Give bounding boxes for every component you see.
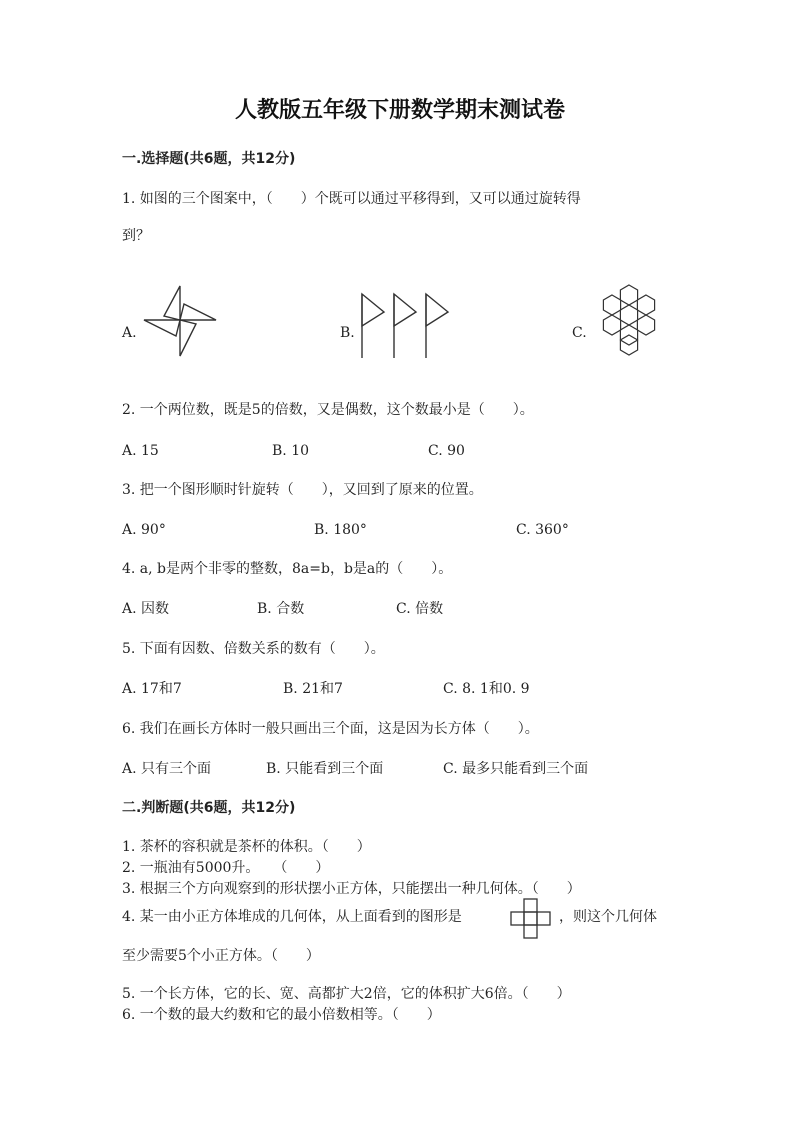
question-6-text: 6. 我们在画长方体时一般只画出三个面，这是因为长方体（ ）。 xyxy=(122,721,539,737)
question-2-text: 2. 一个两位数，既是5的倍数，又是偶数，这个数最小是（ ）。 xyxy=(122,402,534,418)
q5-option-c: C. 8. 1和0. 9 xyxy=(443,681,530,697)
q6-option-c: C. 最多只能看到三个面 xyxy=(443,761,589,777)
q1-option-b-label: B. xyxy=(340,325,355,341)
question-1-line-2: 到？ xyxy=(122,228,150,244)
pinwheel-icon xyxy=(140,280,220,360)
q4-option-a: A. 因数 xyxy=(122,601,170,617)
section-heading-choice: 一.选择题(共6题，共12分) xyxy=(122,151,296,167)
hexagon-cluster-icon xyxy=(590,282,668,360)
three-flags-icon xyxy=(356,290,456,360)
q3-option-a: A. 90° xyxy=(122,522,166,538)
q5-option-a: A. 17和7 xyxy=(122,681,182,697)
question-5-text: 5. 下面有因数、倍数关系的数有（ ）。 xyxy=(122,641,385,657)
section-heading-judgment: 二.判断题(共6题，共12分) xyxy=(122,800,296,816)
q6-option-a: A. 只有三个面 xyxy=(122,761,212,777)
question-3-text: 3. 把一个图形顺时针旋转（ ），又回到了原来的位置。 xyxy=(122,482,483,498)
judgment-item-5: 5. 一个长方体，它的长、宽、高都扩大2倍，它的体积扩大6倍。（ ） xyxy=(122,986,571,1002)
judgment-item-4-part-3: 至少需要5个小正方体。（ ） xyxy=(122,948,320,964)
q3-option-c: C. 360° xyxy=(516,522,569,538)
q6-option-b: B. 只能看到三个面 xyxy=(266,761,384,777)
q2-option-a: A. 15 xyxy=(122,443,159,459)
cross-shape-icon xyxy=(510,898,552,940)
judgment-item-3: 3. 根据三个方向观察到的形状摆小正方体，只能摆出一种几何体。（ ） xyxy=(122,881,581,897)
q4-option-b: B. 合数 xyxy=(257,601,305,617)
q1-option-a-label: A. xyxy=(122,325,137,341)
question-1-line-1: 1. 如图的三个图案中，（ ）个既可以通过平移得到，又可以通过旋转得 xyxy=(122,191,581,207)
q2-option-c: C. 90 xyxy=(428,443,465,459)
judgment-item-4-part-1: 4. 某一由小正方体堆成的几何体，从上面看到的图形是 xyxy=(122,909,462,925)
judgment-item-2: 2. 一瓶油有5000升。 （ ） xyxy=(122,860,330,876)
judgment-item-1: 1. 茶杯的容积就是茶杯的体积。（ ） xyxy=(122,839,371,855)
q2-option-b: B. 10 xyxy=(272,443,310,459)
q4-option-c: C. 倍数 xyxy=(396,601,444,617)
q5-option-b: B. 21和7 xyxy=(283,681,343,697)
judgment-item-6: 6. 一个数的最大约数和它的最小倍数相等。（ ） xyxy=(122,1007,441,1023)
q3-option-b: B. 180° xyxy=(314,522,367,538)
page-title: 人教版五年级下册数学期末测试卷 xyxy=(234,98,565,123)
judgment-item-4-part-2: ，则这个几何体 xyxy=(559,909,657,925)
question-4-text: 4. a, b是两个非零的整数，8a=b，b是a的（ ）。 xyxy=(122,561,453,577)
q1-option-c-label: C. xyxy=(572,325,587,341)
